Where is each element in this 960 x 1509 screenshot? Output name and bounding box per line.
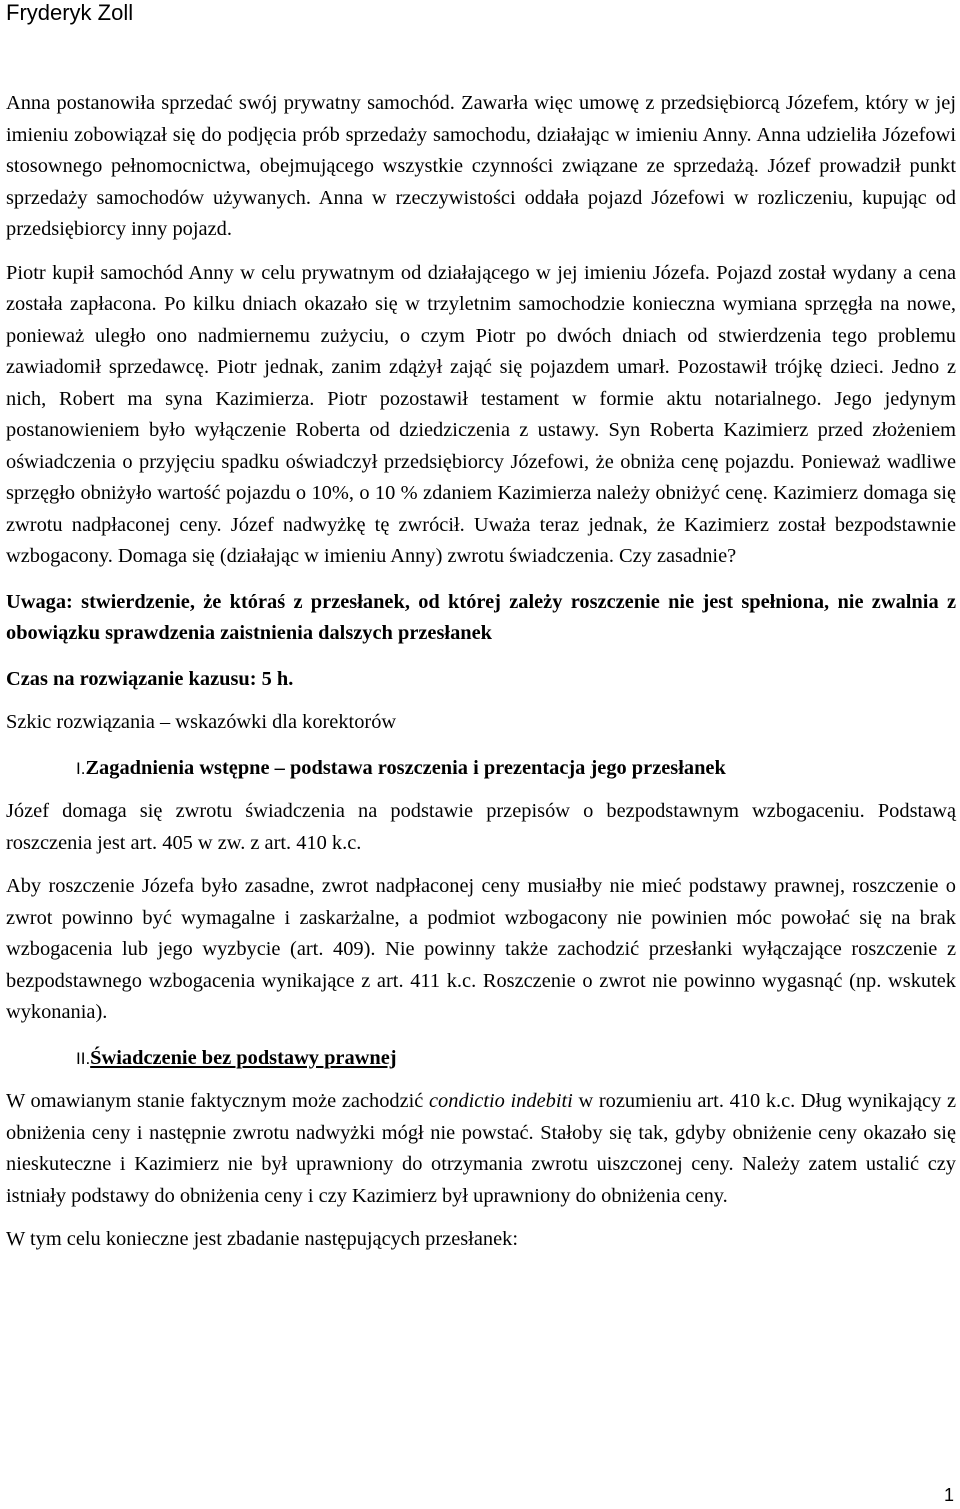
document-body <box>6 88 956 1256</box>
section-1-number: I. <box>76 758 86 778</box>
section-1-paragraph-2: Aby roszczenie Józefa było zasadne, zwrot nadpłaconej ceny musiałby nie mieć podstawy prawnej, roszczenie o zwrot powinno być wymagalne i zaskarżalne, a podmiot wzbogacony nie powinien móc powołać się na brak wzbogacenia lub jego wyzbycie (art. 409). Nie powinny także zachodzić przesłanki wyłączające roszczenie z bezpodstawnego wzbogacenia wynikające z art. 411 k.c. Roszczenie o zwrot nie powinno wygasnąć (np. wskutek wykonania). <box>6 875 956 1023</box>
case-paragraph-2: Piotr kupił samochód Anny w celu prywatnym od działającego w jej imieniu Józefa. Pojazd został wydany a cena została zapłacona. Po kilku dniach okazało się w trzyletnim samochodzie konieczna wymiana sprzęgła na nowe, ponieważ uległo ono nadmiernemu zużyciu, o czym Piotr po dwóch dniach od stwierdzenia tego problemu zawiadomił sprzedawcę. Piotr jednak, zanim zdążył zająć się pojazdem umarł. Pozostawił trójkę dzieci. Jedno z nich, Robert ma syna Kazimierza. Piotr pozostawił testament w formie aktu notarialnego. Jego jedynym postanowieniem było wyłączenie Roberta od dziedziczenia z ustawy. Syn Roberta Kazimierz przed złożeniem oświadczenia o przyjęciu spadku oświadczył przedsiębiorcy Józefowi, że obniża cenę pojazdu. Ponieważ wadliwe sprzęgło obniżyło wartość pojazdu o 10%, o 10 % zdaniem Kazimierza należy obniżyć cenę. Kazimierz domaga się zwrotu nadpłaconej ceny. Józef nadwyżkę tę zwrócił. Uważa teraz jednak, że Kazimierz został bezpodstawnie wzbogacony. Domaga się (działając w imieniu Anny) zwrotu świadczenia. Czy zasadnie? <box>6 261 956 567</box>
section-1-title: Zagadnienia wstępne – podstawa roszczenia i prezentacja jego przesłanek <box>85 756 726 779</box>
document-author: Fryderyk Zoll <box>6 0 134 25</box>
section-2-paragraph-2: W tym celu konieczne jest zbadanie następujących przesłanek: <box>6 1228 518 1250</box>
condictio-indebiti-term: condictio indebiti <box>429 1090 573 1112</box>
section-2-p1-after: w rozumieniu art. 410 k.c. Dług wynikający z obniżenia ceny i następnie zwrotu nadwyżki mógł nie powstać. Stałoby się tak, gdyby obniżenie ceny okazało się nieskuteczne i Kazimierz nie był uprawniony do otrzymania zwrotu uiszczonej ceny. Należy zatem ustalić czy istniały podstawy do obniżenia ceny i czy Kazimierz był uprawniony do obniżenia ceny. <box>6 1090 956 1207</box>
section-2-number: II. <box>76 1048 91 1068</box>
section-2-heading <box>6 1043 956 1075</box>
solution-heading: Szkic rozwiązania – wskazówki dla korektorów <box>6 711 397 733</box>
case-paragraph-1: Anna postanowiła sprzedać swój prywatny samochód. Zawarła więc umowę z przedsiębiorcą Józefem, który w jej imieniu zobowiązał się do podjęcia prób sprzedaży samochodu, działając w imieniu Anny. Anna udzieliła Józefowi stosownego pełnomocnictwa, obejmującego wszystkie czynności związane ze sprzedażą. Józef prowadził punkt sprzedaży samochodów używanych. Anna w rzeczywistości oddała pojazd Józefowi w rozliczeniu, kupując od przedsiębiorcy inny pojazd. <box>6 92 956 240</box>
time-limit: Czas na rozwiązanie kazusu: 5 h. <box>6 667 294 690</box>
section-1-heading <box>6 753 956 785</box>
section-2-title: Świadczenie bez podstawy prawnej <box>90 1046 397 1069</box>
section-2-p1-before: W omawianym stanie faktycznym może zachodzić <box>6 1090 429 1112</box>
section-1-paragraph-1: Józef domaga się zwrotu świadczenia na podstawie przepisów o bezpodstawnym wzbogaceniu. Podstawą roszczenia jest art. 405 w zw. z art. 410 k.c. <box>6 800 956 854</box>
page-number: 1 <box>943 1485 954 1505</box>
section-2-paragraph-1 <box>6 1086 956 1212</box>
note-paragraph: Uwaga: stwierdzenie, że któraś z przesłanek, od której zależy roszczenie nie jest spełniona, nie zwalnia z obowiązku sprawdzenia zaistnienia dalszych przesłanek <box>6 590 956 644</box>
